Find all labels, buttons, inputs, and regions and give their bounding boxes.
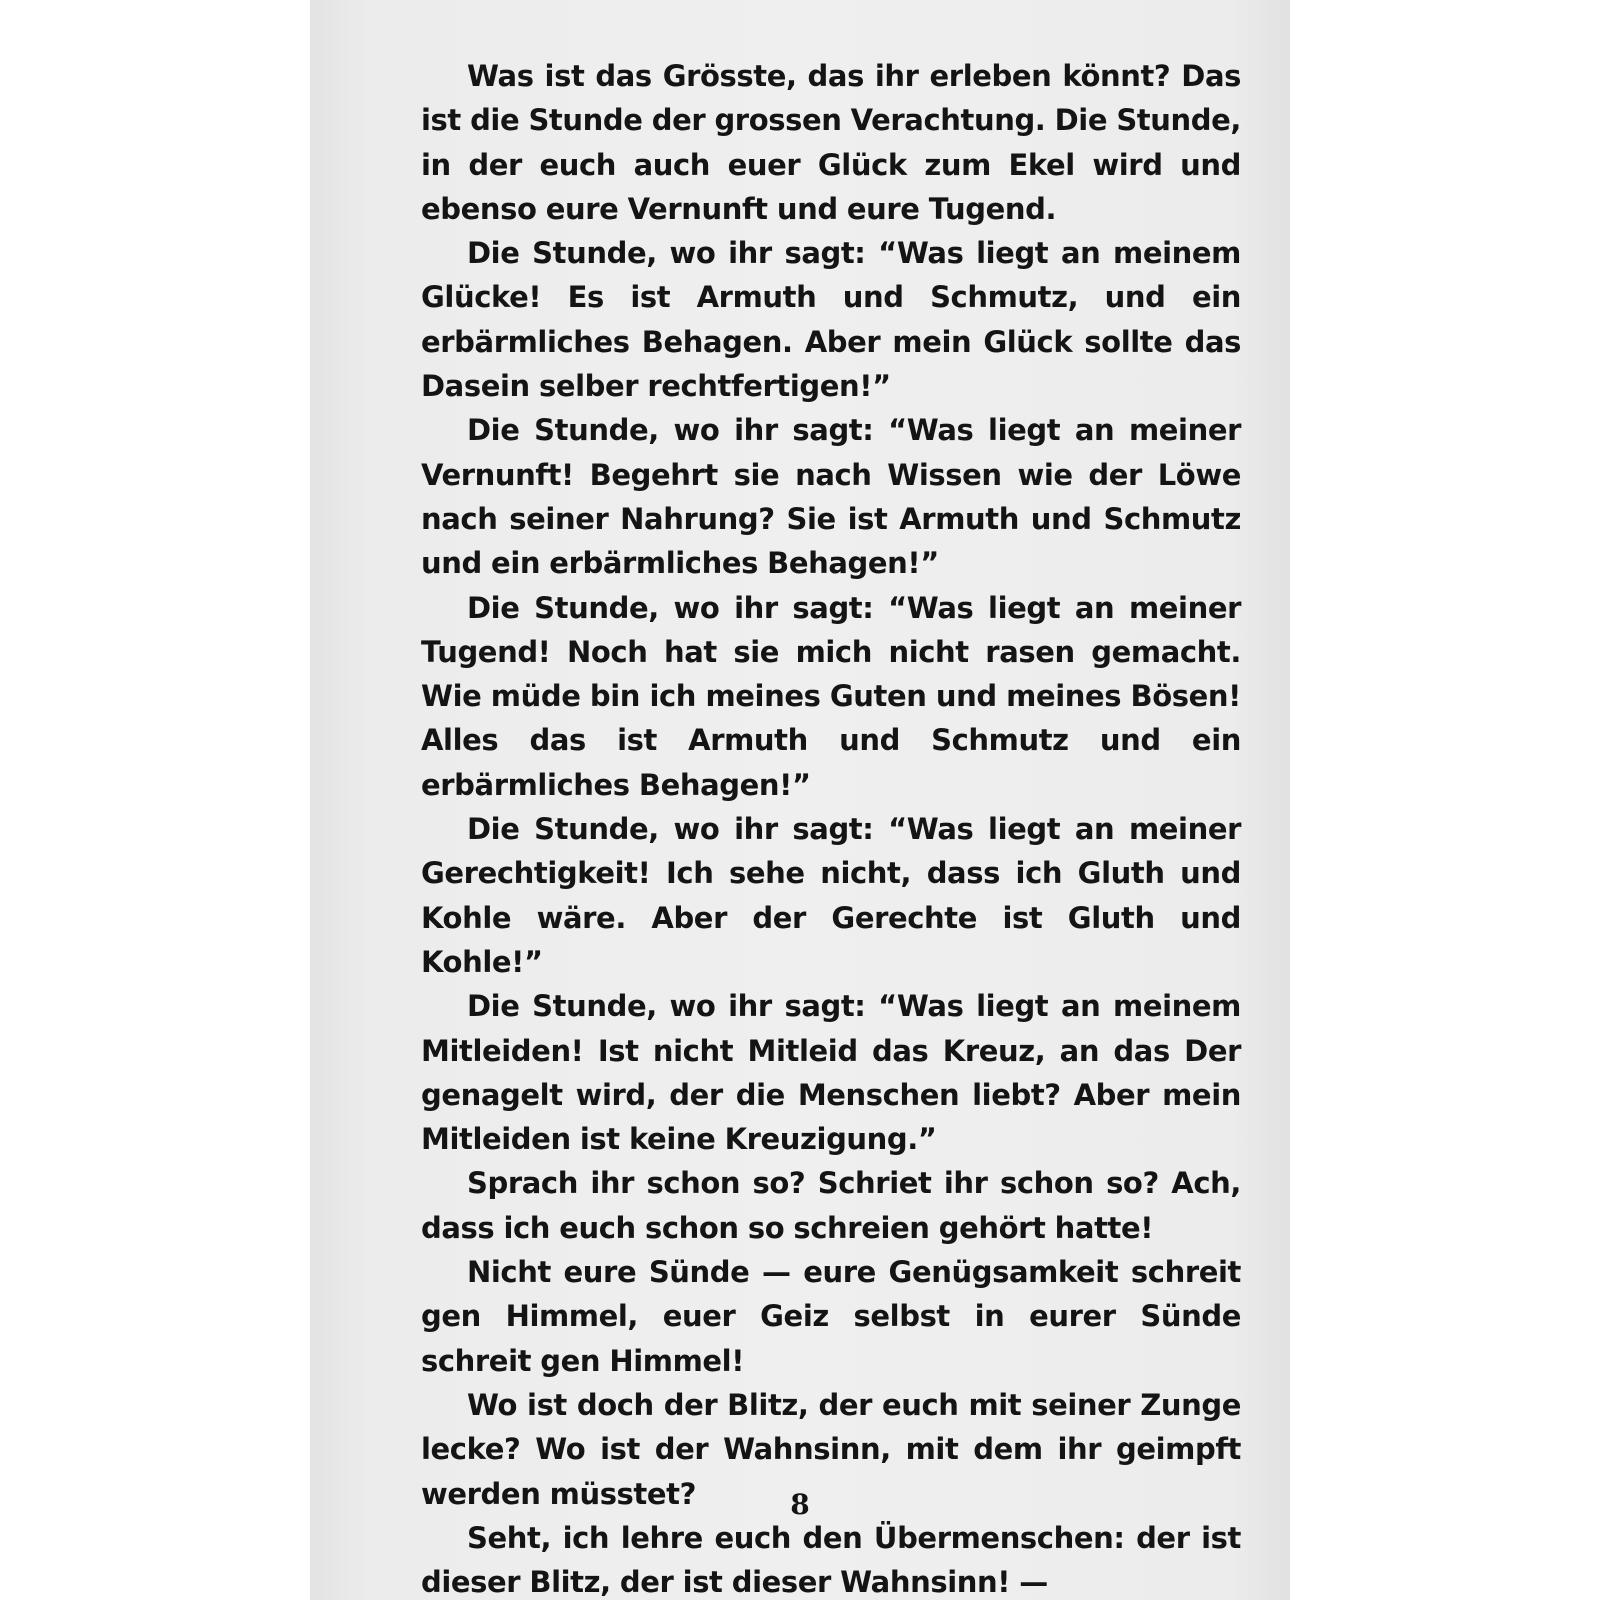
page-number: 8 bbox=[790, 1488, 810, 1521]
paragraph: Was ist das Grösste, das ihr erleben könnt? Das ist die Stunde der grossen Verachtung. Die Stunde, in der euch auch euer Glück zum Ekel wird und ebenso eure Vernunft und eure Tugend. bbox=[421, 59, 1241, 226]
paragraph: Die Stunde, wo ihr sagt: “Was liegt an meiner Gerechtigkeit! Ich sehe nicht, dass ich Gluth und Kohle wäre. Aber der Gerechte ist Gluth und Kohle!” bbox=[421, 812, 1241, 979]
paragraph: Nicht eure Sünde — eure Genügsamkeit schreit gen Himmel, euer Geiz selbst in eurer Sünde schreit gen Himmel! bbox=[421, 1255, 1241, 1378]
body-text bbox=[421, 54, 1241, 1604]
paragraph: Die Stunde, wo ihr sagt: “Was liegt an meiner Vernunft! Begehrt sie nach Wissen wie der Löwe nach seiner Nahrung? Sie ist Armuth und Schmutz und ein erbärmliches Behagen!” bbox=[421, 413, 1241, 581]
paragraph: Sprach ihr schon so? Schriet ihr schon so? Ach, dass ich euch schon so schreien gehört hatte! bbox=[421, 1166, 1241, 1245]
paragraph: Die Stunde, wo ihr sagt: “Was liegt an meiner Tugend! Noch hat sie mich nicht rasen gemacht. Wie müde bin ich meines Guten und meines Bösen! Alles das ist Armuth und Schmutz und ein erbärmliches Behagen!” bbox=[421, 590, 1241, 802]
book-page bbox=[310, 0, 1290, 1600]
paragraph: Wo ist doch der Blitz, der euch mit seiner Zunge lecke? Wo ist der Wahnsinn, mit dem ihr geimpft werden müsstet? bbox=[421, 1387, 1241, 1511]
paragraph: Die Stunde, wo ihr sagt: “Was liegt an meinem Mitleiden! Ist nicht Mitleid das Kreuz, an das Der genagelt wird, der die Menschen liebt? Aber mein Mitleiden ist keine Kreuzigung.” bbox=[421, 989, 1241, 1157]
paragraph: Die Stunde, wo ihr sagt: “Was liegt an meinem Glücke! Es ist Armuth und Schmutz, und ein erbärmliches Behagen. Aber mein Glück sollte das Dasein selber rechtfertigen!” bbox=[421, 236, 1241, 404]
paragraph: Seht, ich lehre euch den Übermenschen: der ist dieser Blitz, der ist dieser Wahnsinn! — bbox=[421, 1520, 1241, 1600]
